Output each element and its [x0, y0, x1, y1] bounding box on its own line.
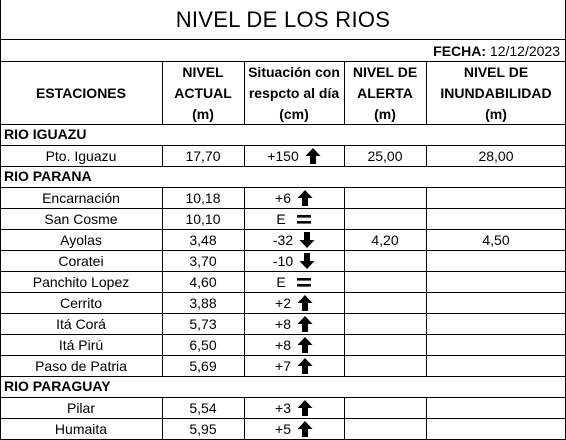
row-col-divider	[426, 313, 427, 334]
station-name	[0, 271, 162, 292]
flood-level	[426, 334, 566, 355]
current-level	[162, 292, 244, 313]
header-estaciones: ESTACIONES	[36, 84, 126, 101]
station-name-text: Panchito Lopez	[32, 273, 130, 290]
station-name-text: Paso de Patria	[35, 357, 127, 374]
station-name	[0, 145, 162, 166]
flood-level	[426, 292, 566, 313]
alert-level	[344, 250, 426, 271]
station-name-text: Pto. Iguazu	[45, 147, 117, 164]
up-arrow-icon	[297, 399, 313, 417]
flood-level	[426, 355, 566, 376]
current-level-text: 3,48	[189, 231, 217, 248]
flood-level	[426, 313, 566, 334]
current-level-text: 5,95	[189, 420, 217, 437]
current-level	[162, 208, 244, 229]
station-name-text: Itá Corá	[56, 315, 106, 332]
current-level-text: 4,60	[189, 273, 217, 290]
current-level	[162, 271, 244, 292]
up-arrow-icon	[297, 294, 313, 312]
station-name	[0, 250, 162, 271]
daily-change	[244, 145, 344, 166]
current-level	[162, 187, 244, 208]
alert-level	[344, 355, 426, 376]
header-col-divider	[344, 62, 345, 124]
row-col-divider	[244, 292, 245, 313]
row-col-divider	[344, 334, 345, 355]
station-name-text: San Cosme	[44, 210, 118, 227]
report-date	[433, 41, 560, 62]
up-arrow-icon	[305, 147, 321, 165]
row-col-divider	[162, 145, 163, 166]
current-level-text: 10,18	[185, 189, 221, 206]
up-arrow-icon	[297, 315, 313, 333]
row-col-divider	[162, 187, 163, 208]
daily-change	[244, 229, 344, 250]
current-level-text: 3,70	[189, 252, 217, 269]
daily-change-text: +8	[275, 315, 291, 332]
row-col-divider	[162, 355, 163, 376]
current-level-text: 5,69	[189, 357, 217, 374]
daily-change	[244, 313, 344, 334]
row-col-divider	[162, 418, 163, 439]
current-level	[162, 250, 244, 271]
current-level	[162, 334, 244, 355]
station-name-text: Humaita	[54, 420, 108, 437]
alert-level	[344, 145, 426, 166]
alert-level	[344, 334, 426, 355]
daily-change	[244, 271, 344, 292]
row-col-divider	[162, 250, 163, 271]
daily-change-text: +150	[267, 147, 299, 164]
up-arrow-icon	[297, 189, 313, 207]
row-col-divider	[426, 250, 427, 271]
header-col-divider	[426, 62, 427, 124]
current-level-text: 17,70	[185, 147, 221, 164]
row-col-divider	[426, 418, 427, 439]
alert-level-text: 25,00	[367, 147, 403, 164]
equal-icon	[296, 273, 312, 291]
row-col-divider	[426, 397, 427, 418]
row-col-divider	[244, 250, 245, 271]
header-alerta: NIVEL DE ALERTA (m)	[352, 63, 418, 122]
row-col-divider	[162, 229, 163, 250]
row-col-divider	[244, 334, 245, 355]
flood-level-text: 4,50	[482, 231, 510, 248]
row-col-divider	[344, 145, 345, 166]
daily-change-text: +5	[275, 420, 291, 437]
alert-level	[344, 271, 426, 292]
station-name	[0, 355, 162, 376]
daily-change-text: +6	[275, 189, 291, 206]
row-col-divider	[426, 229, 427, 250]
station-name-text: Cerrito	[59, 294, 102, 311]
daily-change-text: +7	[275, 357, 291, 374]
daily-change	[244, 292, 344, 313]
row-col-divider	[244, 229, 245, 250]
down-arrow-icon	[299, 231, 315, 249]
row-col-divider	[162, 271, 163, 292]
flood-level	[426, 229, 566, 250]
daily-change-text: +8	[275, 336, 291, 353]
page-title: NIVEL DE LOS RIOS	[0, 0, 566, 40]
alert-level	[344, 397, 426, 418]
row-col-divider	[426, 145, 427, 166]
row-col-divider	[162, 208, 163, 229]
station-name	[0, 397, 162, 418]
current-level-text: 5,54	[189, 399, 217, 416]
row-col-divider	[426, 208, 427, 229]
row-col-divider	[426, 271, 427, 292]
daily-change	[244, 187, 344, 208]
station-name	[0, 334, 162, 355]
station-name-text: Coratei	[58, 252, 104, 269]
station-name	[0, 418, 162, 439]
up-arrow-icon	[297, 420, 313, 438]
row-col-divider	[426, 292, 427, 313]
header-inundabilidad: NIVEL DE INUNDABILIDAD (m)	[440, 63, 552, 122]
current-level-text: 10,10	[185, 210, 221, 227]
alert-level	[344, 229, 426, 250]
section-label: RIO PARAGUAY	[4, 378, 111, 394]
row-col-divider	[244, 313, 245, 334]
row-col-divider	[344, 271, 345, 292]
row-col-divider	[244, 208, 245, 229]
date-value: 12/12/2023	[489, 43, 560, 59]
current-level	[162, 355, 244, 376]
daily-change-text: -10	[272, 252, 294, 269]
current-level	[162, 229, 244, 250]
row-col-divider	[344, 355, 345, 376]
station-name	[0, 313, 162, 334]
row-col-divider	[244, 418, 245, 439]
flood-level	[426, 208, 566, 229]
row-col-divider	[162, 292, 163, 313]
row-col-divider	[344, 292, 345, 313]
flood-level-text: 28,00	[478, 147, 514, 164]
row-col-divider	[344, 313, 345, 334]
station-name	[0, 208, 162, 229]
flood-level	[426, 271, 566, 292]
daily-change	[244, 250, 344, 271]
current-level-text: 5,73	[189, 315, 217, 332]
daily-change-text: -32	[272, 231, 294, 248]
flood-level	[426, 250, 566, 271]
current-level	[162, 145, 244, 166]
flood-level	[426, 145, 566, 166]
daily-change-text: E	[276, 210, 286, 227]
flood-level	[426, 397, 566, 418]
header-nivel-actual: NIVEL ACTUAL (m)	[174, 63, 232, 122]
row-col-divider	[244, 187, 245, 208]
header-top-rule	[0, 61, 566, 62]
alert-level	[344, 208, 426, 229]
daily-change	[244, 418, 344, 439]
row-col-divider	[426, 334, 427, 355]
row-col-divider	[344, 208, 345, 229]
down-arrow-icon	[299, 252, 315, 270]
daily-change	[244, 355, 344, 376]
daily-change	[244, 208, 344, 229]
flood-level	[426, 418, 566, 439]
row-col-divider	[426, 187, 427, 208]
row-col-divider	[344, 418, 345, 439]
current-level-text: 3,88	[189, 294, 217, 311]
header-col-divider	[244, 62, 245, 124]
current-level	[162, 418, 244, 439]
header-situacion: Situación con respcto al día (cm)	[248, 63, 340, 122]
row-col-divider	[244, 397, 245, 418]
row-col-divider	[344, 250, 345, 271]
equal-icon	[296, 210, 312, 228]
row-col-divider	[426, 355, 427, 376]
station-name-text: Ayolas	[60, 231, 102, 248]
row-col-divider	[244, 271, 245, 292]
up-arrow-icon	[297, 357, 313, 375]
row-col-divider	[344, 397, 345, 418]
section-label: RIO IGUAZU	[4, 126, 87, 142]
alert-level	[344, 313, 426, 334]
row-col-divider	[162, 334, 163, 355]
station-name	[0, 292, 162, 313]
flood-level	[426, 187, 566, 208]
alert-level	[344, 187, 426, 208]
row-col-divider	[162, 397, 163, 418]
date-label: FECHA:	[433, 43, 487, 59]
daily-change-text: E	[276, 273, 286, 290]
row-col-divider	[162, 313, 163, 334]
station-name	[0, 229, 162, 250]
alert-level	[344, 418, 426, 439]
row-col-divider	[344, 187, 345, 208]
header-col-divider	[162, 62, 163, 124]
station-name-text: Itá Pirú	[58, 336, 104, 353]
current-level	[162, 397, 244, 418]
daily-change-text: +2	[275, 294, 291, 311]
station-name	[0, 187, 162, 208]
row-col-divider	[244, 145, 245, 166]
row-col-divider	[244, 355, 245, 376]
up-arrow-icon	[297, 336, 313, 354]
alert-level	[344, 292, 426, 313]
row-col-divider	[344, 229, 345, 250]
station-name-text: Encarnación	[42, 189, 120, 206]
current-level-text: 6,50	[189, 336, 217, 353]
daily-change	[244, 397, 344, 418]
section-label: RIO PARANA	[4, 168, 92, 184]
station-name-text: Pilar	[66, 399, 95, 416]
daily-change	[244, 334, 344, 355]
alert-level-text: 4,20	[371, 231, 399, 248]
daily-change-text: +3	[275, 399, 291, 416]
current-level	[162, 313, 244, 334]
